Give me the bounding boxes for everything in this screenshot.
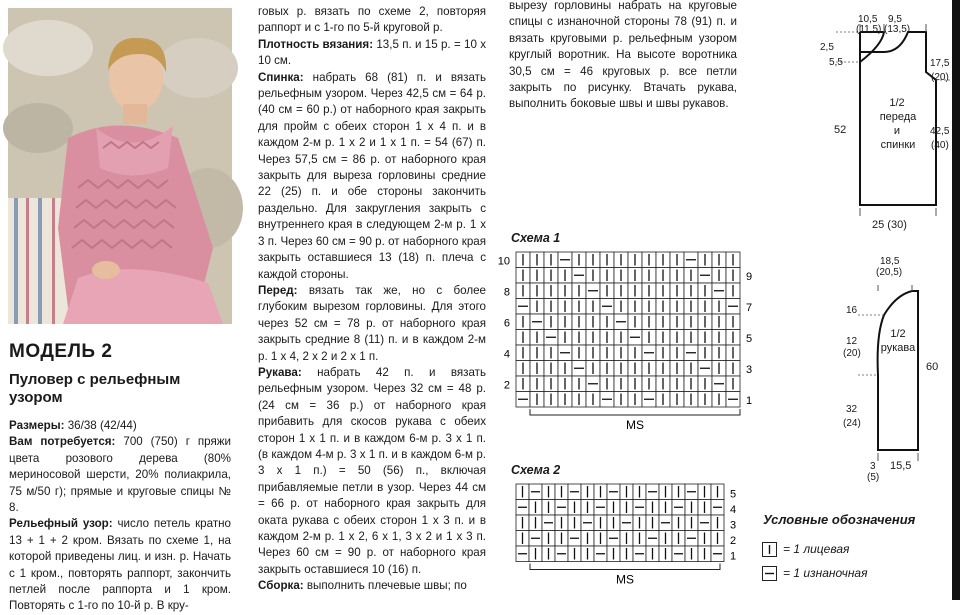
legend-purl — [762, 566, 868, 581]
paragraph — [9, 434, 231, 516]
model-photo — [8, 8, 232, 324]
scheme-2-chart — [500, 480, 760, 595]
sleeve-left-2: 12 — [846, 336, 858, 347]
row-number-right: 2 — [730, 535, 737, 547]
paragraph — [258, 578, 486, 594]
page-edge — [952, 0, 960, 600]
body-inner-1: 1/2 — [889, 97, 905, 109]
body-inner-3: и — [893, 125, 901, 137]
paragraph-label: Рельефный узор: — [9, 517, 113, 531]
body-left-label-3: 52 — [834, 124, 847, 136]
body-right-label-2: 42,5 — [930, 126, 950, 137]
body-bottom-width: 25 (30) — [872, 219, 907, 231]
paragraph — [9, 516, 231, 614]
body-inner-4: спинки — [880, 139, 916, 151]
row-number-right: 3 — [746, 364, 753, 376]
row-number-left: 10 — [497, 255, 510, 268]
paragraph — [258, 365, 486, 578]
body-top-width-1-alt: (11,5) — [856, 24, 882, 35]
instructions-column-3: вырезу горловины набрать на круговые спицы с изнаночной стороны 78 (91) п. и вязать круговыми р. рельефным узором круглый воротник. На высоте воротника 30,5 см = 46 круговых р. все петли закрыть по рисунку. Втачать рукава, выполнить боковые швы и швы рукавов. — [509, 0, 737, 111]
paragraph — [258, 70, 486, 283]
scheme-2-title: Схема 2 — [511, 463, 561, 477]
paragraph-text: 36/38 (42/44) — [64, 419, 137, 432]
sleeve-right-length: 60 — [926, 361, 939, 373]
paragraph — [258, 283, 486, 365]
sleeve-top-width: 18,5 — [880, 256, 900, 267]
row-number-right: 7 — [746, 302, 753, 314]
paragraph — [258, 37, 486, 70]
row-number-left: 6 — [503, 317, 510, 330]
body-right-label-2-alt: (40) — [931, 140, 949, 151]
row-number-left: 4 — [503, 348, 510, 361]
paragraph-text: набрать 68 (81) п. и вязать рельефным узором. Через 42,5 см = 64 р. (40 см = 60 р.) от наборного края закрыть для пройм с обеих сторон 1 х 4 п. и в каждом 2-м р. 1 х 2 и 1 х 1 п. = 54 (67) п. Через 57,5 см = 86 р. от наборного края закрыть для выреза горловины средние 22 (25) п. и обе стороны закончить раздельно. Для закругления закрыть с внутреннего края в следующем 2-м р. 1 х 3 п. Через 60 см = 90 р. от наборного края закрыть оставшиеся 13 (18) п. плеча с каждой стороны. — [258, 70, 486, 281]
instructions-column-2 — [258, 4, 486, 595]
scheme-1-title: Схема 1 — [511, 231, 561, 245]
sleeve-inner-1: 1/2 — [890, 328, 906, 340]
body-right-label-1-alt: (20) — [931, 72, 949, 83]
body-inner-2: переда — [879, 111, 917, 123]
paragraph-text: говых р. вязать по схеме 2, повторяя раппорт и с 1-го по 5-й круговой р. — [258, 5, 486, 35]
paragraph-label: Плотность вязания: — [258, 37, 374, 51]
ms-bracket — [530, 564, 720, 570]
sleeve-left-2-alt: (20) — [843, 348, 861, 359]
row-number-right: 5 — [746, 333, 753, 345]
legend-purl-text: = 1 изнаночная — [783, 566, 868, 580]
scheme-1-chart — [497, 248, 770, 448]
paragraph-label: Рукава: — [258, 365, 302, 379]
ms-bracket — [530, 409, 740, 415]
paragraph-label: Вам потребуется: — [9, 435, 116, 449]
paragraph-text: набрать 42 п. и вязать рельефным узором. Через 32 см = 48 р. (24 см = 36 р.) от наборного края прибавить для скосов рукава с обеих сторон 1 х 1 п. и в каждом 6-м р. 3 х 1 п. (в каждом 4-м р. 3 х 1 п. и в каждом 6-м р. 3 х 1 п.) = 50 (56) п., включая прибавляемые петли в узор. Через 44 см = 66 р. от наборного края закрыть для оката рукава с обеих сторон 1 х 3 п. и в каждом 2-м р. 1 х 2, 6 х 1, 3 х 2 и 1 х 3 п. Через 60 см = 90 р. от наборного края закрыть оставшиеся 10 (16) п. — [258, 365, 486, 576]
model-title: МОДЕЛЬ 2 — [9, 341, 113, 362]
sleeve-left-1: 16 — [846, 305, 858, 316]
legend-knit-text: = 1 лицевая — [783, 542, 850, 556]
sleeve-left-3: 32 — [846, 404, 858, 415]
row-number-right: 5 — [730, 488, 737, 501]
paragraph-text: 13,5 п. и 15 р. = 10 х 10 см. — [258, 37, 486, 68]
legend-title: Условные обозначения — [763, 512, 916, 527]
paragraph-text: 700 (750) г пряжи цвета розового дерева (80% мериносовой шерсти, 20% полиакрила, 75 м/50 г); прямые и круговые спицы № 8. — [9, 435, 231, 515]
paragraph-label: Перед: — [258, 283, 298, 297]
paragraph-text: число петель кратно 13 + 1 + 2 кром. Вязать по схеме 1, на которой приведены лиц. и изн. р. Начать с 1 кром., повторять раппорт, закончить петлей после раппорта и 1 кром. Повторять с 1-го по 10-й р. В кру- — [9, 517, 231, 613]
paragraph-text: выполнить плечевые швы; по — [303, 579, 467, 593]
body-top-width-2-alt: (13,5) — [884, 24, 911, 35]
knit-stitch-icon — [762, 542, 777, 557]
paragraph-label: Сборка: — [258, 579, 304, 593]
purl-stitch-icon — [762, 566, 777, 581]
sleeve-left-3-alt: (24) — [843, 418, 861, 429]
sleeve-inner-2: рукава — [880, 342, 916, 354]
sleeve-top-width-alt: (20,5) — [876, 267, 903, 278]
ms-label: MS — [616, 572, 634, 587]
paragraph-text: вязать так же, но с более глубоким вырезом горловины. Для этого через 52 см = 78 р. от наборного края закрыть средние 8 (11) п. и в каждом 2-м р. 1 х 4, 2 х 2 и 2 х 1 п. — [258, 283, 486, 363]
row-number-right: 1 — [730, 550, 737, 563]
row-number-left: 8 — [503, 286, 510, 299]
model-subtitle: Пуловер с рельефным узором — [9, 371, 181, 406]
body-top-width-2: 9,5 — [888, 14, 902, 25]
sleeve-bottom-left-alt: (5) — [867, 472, 880, 483]
instructions-column-1 — [9, 418, 231, 615]
body-right-label-1: 17,5 — [930, 58, 950, 69]
body-top-width-1: 10,5 — [858, 14, 878, 25]
row-number-right: 9 — [746, 271, 753, 283]
body-left-label-1: 2,5 — [820, 42, 834, 53]
sleeve-bottom-left: 3 — [870, 461, 876, 472]
sleeve-bottom-width: 15,5 — [890, 460, 912, 472]
paragraph-label: Размеры: — [9, 419, 65, 432]
legend-knit — [762, 542, 849, 557]
paragraph — [258, 4, 486, 37]
paragraph — [9, 418, 231, 434]
row-number-left: 2 — [503, 379, 510, 392]
paragraph-label: Спинка: — [258, 70, 304, 84]
row-number-right: 1 — [746, 395, 753, 407]
ms-label: MS — [626, 418, 644, 432]
row-number-right: 3 — [730, 519, 737, 532]
row-number-right: 4 — [730, 504, 737, 516]
body-left-label-2: 5,5 — [829, 57, 843, 68]
